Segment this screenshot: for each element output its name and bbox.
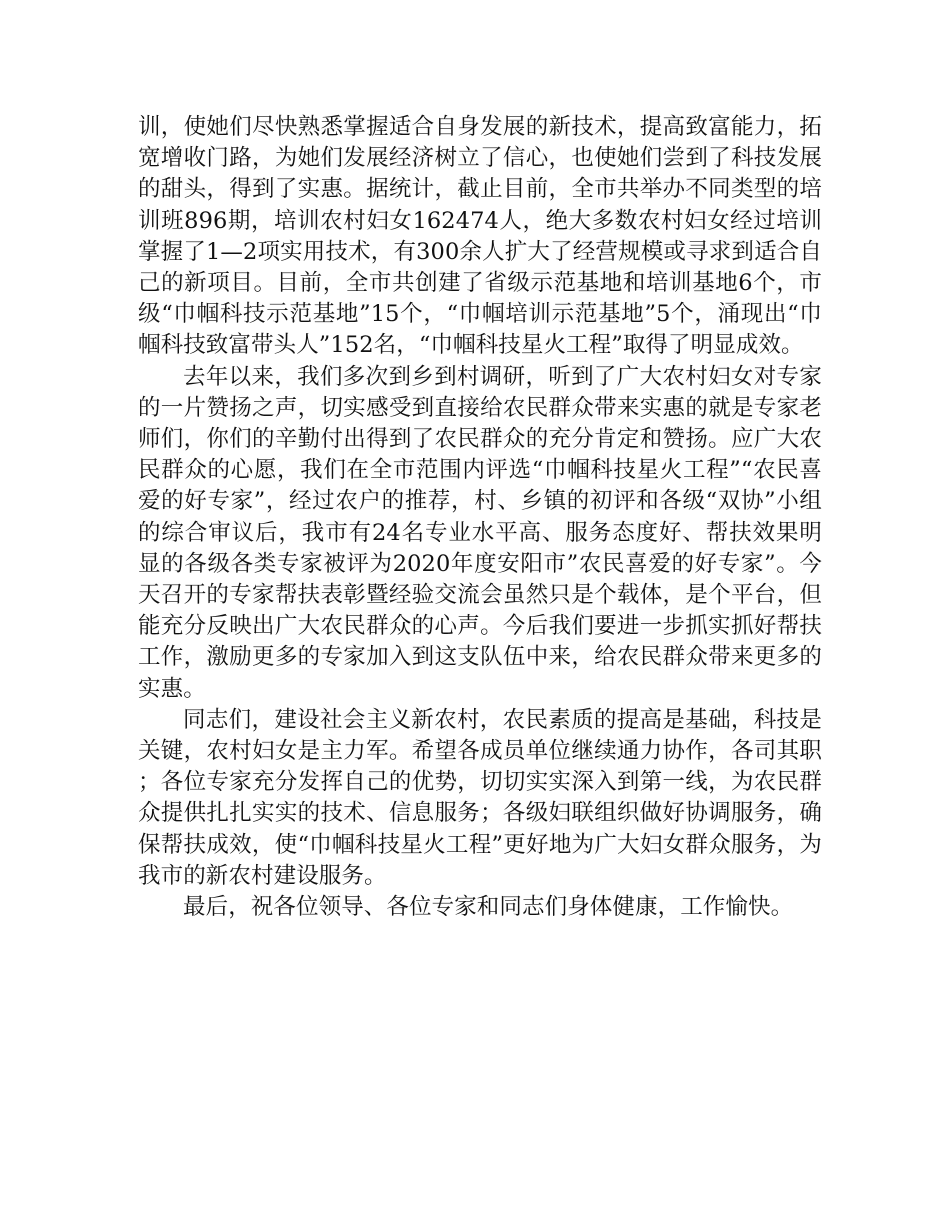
paragraph-expert-praise: 去年以来，我们多次到乡到村调研，听到了广大农村妇女对专家的一片赞扬之声，切实感受到直接给农民群众带来实惠的就是专家老师们，你们的辛勤付出得到了农民群众的充分肯定和赞扬。应广大农民群众的心愿，我们在全市范围内评选“巾帼科技星火工程”“农民喜爱的好专家”，经过农户的推荐，村、乡镇的初评和各级“双协”小组的综合审议后，我市有24名专业水平高、服务态度好、帮扶效果明显的各级各类专家被评为2020年度安阳市”农民喜爱的好专家”。今天召开的专家帮扶表彰暨经验交流会虽然只是个载体，是个平台，但能充分反映出广大农民群众的心声。今后我们要进一步抓实抓好帮扶工作，激励更多的专家加入到这支队伍中来，给农民群众带来更多的实惠。 (138, 363, 822, 702)
paragraph-continuation: 训，使她们尽快熟悉掌握适合自身发展的新技术，提高致富能力，拓宽增收门路，为她们发展经济树立了信心，也使她们尝到了科技发展的甜头，得到了实惠。据统计，截止目前，全市共举办不同类型的培训班896期，培训农村妇女162474人，绝大多数农村妇女经过培训掌握了1—2项实用技术，有300余人扩大了经营规模或寻求到适合自己的新项目。目前，全市共创建了省级示范基地和培训基地6个，市级“巾帼科技示范基地”15个，“巾帼培训示范基地”5个，涌现出“巾帼科技致富带头人”152名，“巾帼科技星火工程”取得了明显成效。 (138, 114, 822, 359)
paragraph-call-to-action: 同志们，建设社会主义新农村，农民素质的提高是基础，科技是关键，农村妇女是主力军。希望各成员单位继续通力协作，各司其职；各位专家充分发挥自己的优势，切切实实深入到第一线，为农民群众提供扎扎实实的技术、信息服务；各级妇联组织做好协调服务，确保帮扶成效，使“巾帼科技星火工程”更好地为广大妇女群众服务，为我市的新农村建设服务。 (138, 706, 822, 889)
paragraph-closing-wishes: 最后，祝各位领导、各位专家和同志们身体健康，工作愉快。 (183, 894, 794, 921)
document-body (138, 112, 822, 923)
